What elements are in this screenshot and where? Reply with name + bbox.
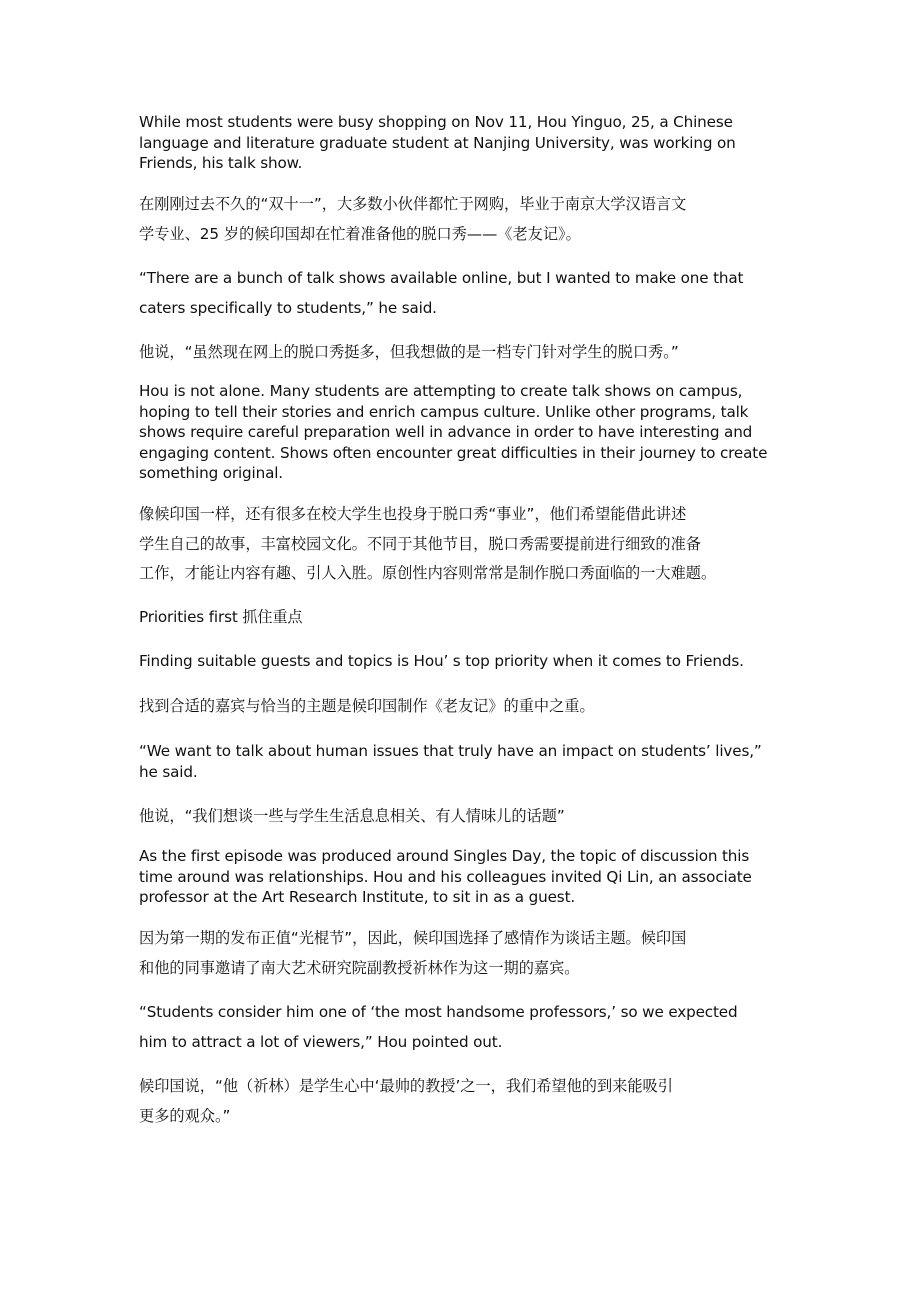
- paragraph-intro-en: While most students were busy shopping on Nov 11, Hou Yinguo, 25, a Chinese language and literature graduate student at Nanjing University, was working on Friends, his talk show.: [139, 113, 736, 172]
- paragraph-quote-1-en: “There are a bunch of talk shows available online, but I wanted to make one that caters specifically to students,” he said.: [139, 269, 744, 317]
- paragraph-not-alone-zh: 像候印国一样，还有很多在校大学生也投身于脱口秀“事业”，他们希望能借此讲述 学生自己的故事，丰富校园文化。不同于其他节目，脱口秀需要提前进行细致的准备 工作，才能让内容有趣、引人入胜。原创性内容则常常是制作脱口秀面临的一大难题。: [139, 505, 717, 582]
- paragraph-singles-day-zh: 因为第一期的发布正值“光棍节”，因此，候印国选择了感情作为谈话主题。候印国 和他的同事邀请了南大艺术研究院副教授祈林作为这一期的嘉宾。: [139, 929, 687, 977]
- paragraph-quote-3-en: “Students consider him one of ‘the most handsome professors,’ so we expected him to attract a lot of viewers,” Hou pointed out.: [139, 1003, 738, 1051]
- paragraph-quote-2-zh: 他说，“我们想谈一些与学生生活息息相关、有人情味儿的话题”: [139, 807, 565, 825]
- paragraph-quote-2-en: “We want to talk about human issues that truly have an impact on students’ lives,” he said.: [139, 742, 762, 781]
- paragraph-priority-en: Finding suitable guests and topics is Hou’ s top priority when it comes to Friends.: [139, 652, 744, 670]
- paragraph-quote-1-zh: 他说，“虽然现在网上的脱口秀挺多，但我想做的是一档专门针对学生的脱口秀。”: [139, 343, 679, 361]
- section-heading: Priorities first 抓住重点: [139, 608, 303, 626]
- paragraph-not-alone-en: Hou is not alone. Many students are attempting to create talk shows on campus, hoping to tell their stories and enrich campus culture. Unlike other programs, talk shows require careful preparation well in advance in order to have interesting and engaging content. Shows often encounter great difficulties in their journey to create something original.: [139, 382, 768, 482]
- paragraph-priority-zh: 找到合适的嘉宾与恰当的主题是候印国制作《老友记》的重中之重。: [139, 697, 595, 715]
- paragraph-intro-zh: 在刚刚过去不久的“双十一”，大多数小伙伴都忙于网购，毕业于南京大学汉语言文 学专业、25 岁的候印国却在忙着准备他的脱口秀——《老友记》。: [139, 195, 687, 243]
- paragraph-quote-3-zh: 候印国说，“他（祈林）是学生心中‘最帅的教授’之一，我们希望他的到来能吸引 更多的观众。”: [139, 1077, 673, 1125]
- paragraph-singles-day-en: As the first episode was produced around Singles Day, the topic of discussion this time around was relationships. Hou and his colleagues invited Qi Lin, an associate professor at the Art Research Institute, to sit in as a guest.: [139, 847, 752, 906]
